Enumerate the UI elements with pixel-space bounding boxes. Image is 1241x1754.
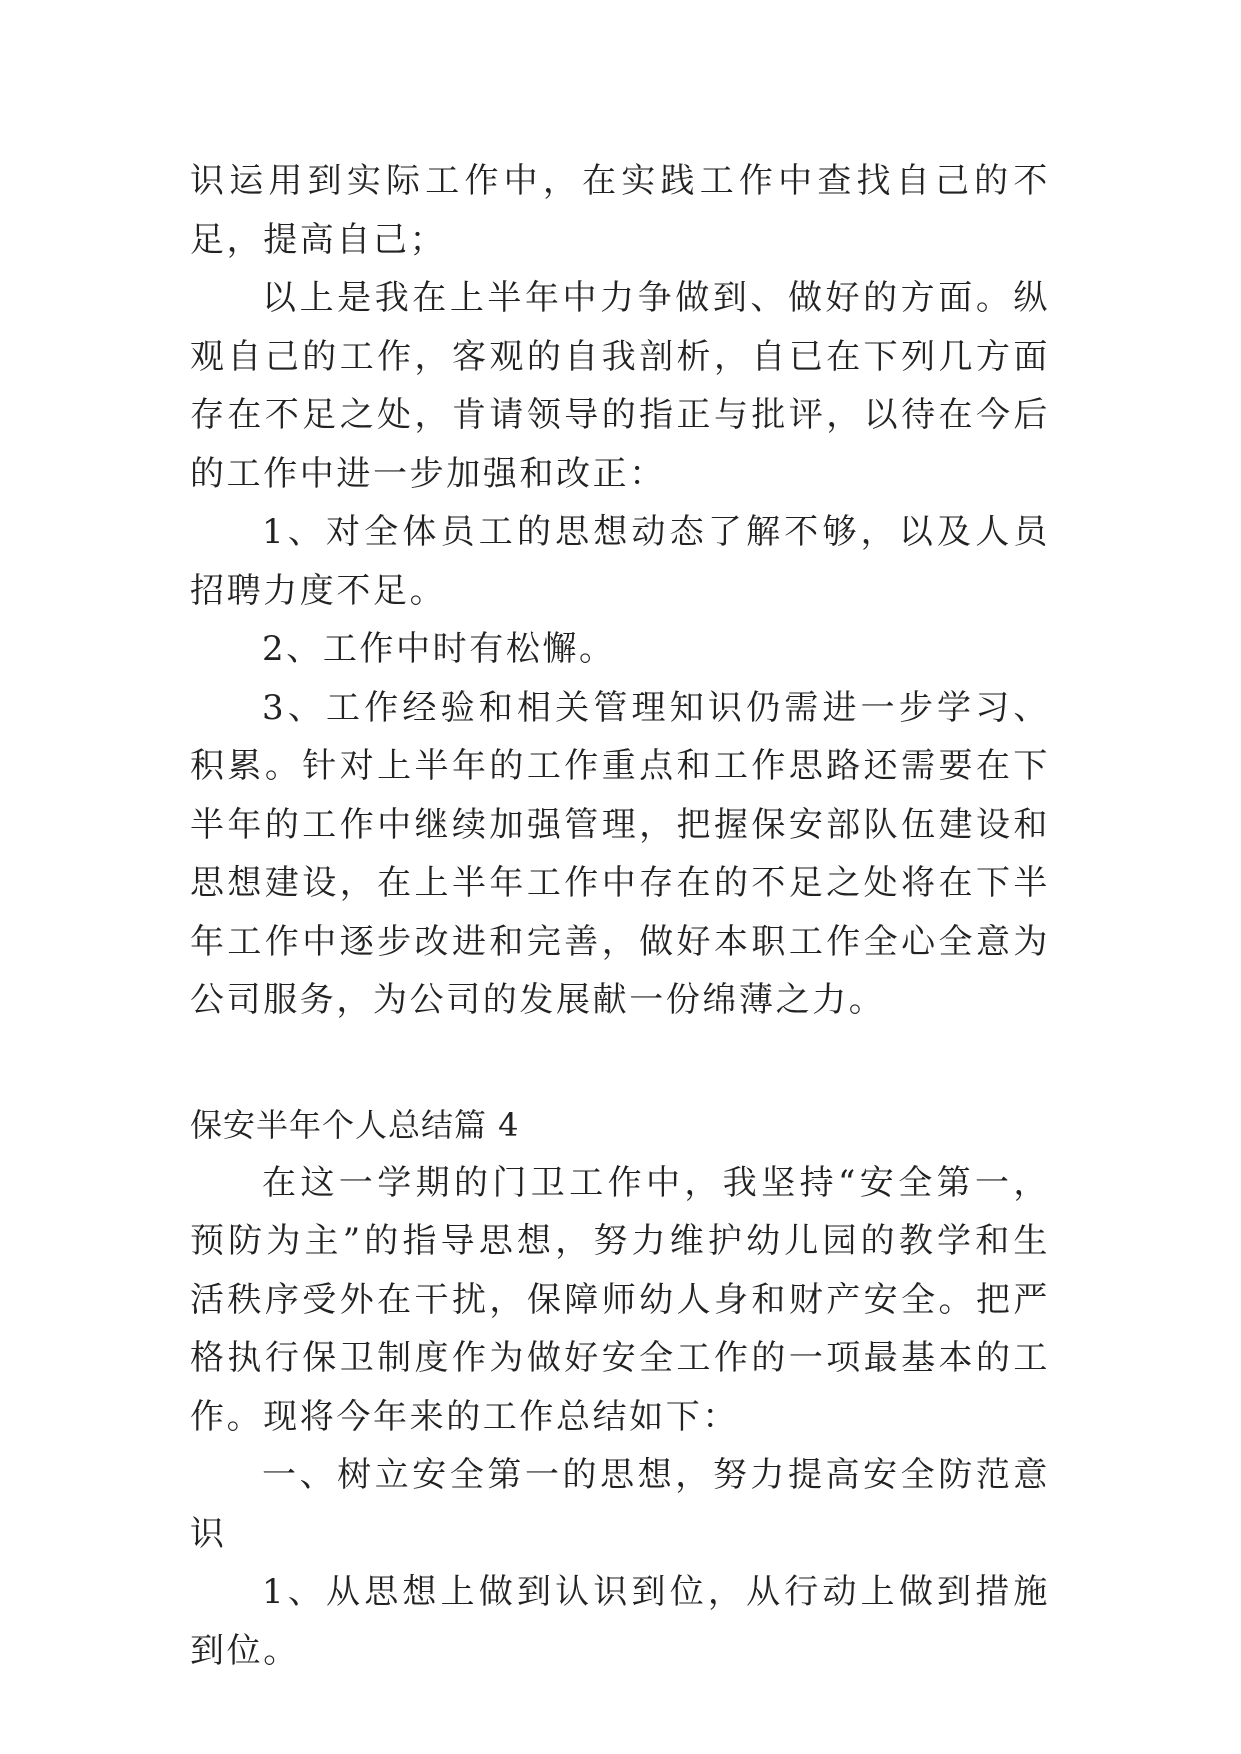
subheading: 一、树立安全第一的思想，努力提高安全防范意识 [190, 1455, 1050, 1554]
list-item: 2、工作中时有松懈。 [262, 629, 616, 669]
list-item: 3、工作经验和相关管理知识仍需进一步学习、积累。针对上半年的工作重点和工作思路还需要在下半年的工作中继续加强管理，把握保安部队伍建设和思想建设，在上半年工作中存在的不足之处将在下半年工作中逐步改进和完善，做好本职工作全心全意为公司服务，为公司的发展献一份绵薄之力。 [190, 687, 1050, 1020]
document-body [190, 152, 1050, 1680]
paragraph: 在这一学期的门卫工作中，我坚持“安全第一，预防为主”的指导思想，努力维护幼儿园的教学和生活秩序受外在干扰，保障师幼人身和财产安全。把严格执行保卫制度作为做好安全工作的一项最基本的工作。现将今年来的工作总结如下： [190, 1162, 1050, 1437]
section-title: 保安半年个人总结篇 4 [190, 1105, 520, 1144]
list-item: 1、从思想上做到认识到位，从行动上做到措施到位。 [190, 1572, 1050, 1671]
paragraph: 识运用到实际工作中，在实践工作中查找自己的不足，提高自己； [190, 161, 1050, 260]
section-spacer [190, 1030, 1050, 1096]
paragraph: 以上是我在上半年中力争做到、做好的方面。纵观自己的工作，客观的自我剖析，自已在下列几方面存在不足之处，肯请领导的指正与批评，以待在今后的工作中进一步加强和改正： [190, 278, 1050, 494]
list-item: 1、对全体员工的思想动态了解不够，以及人员招聘力度不足。 [190, 512, 1050, 611]
